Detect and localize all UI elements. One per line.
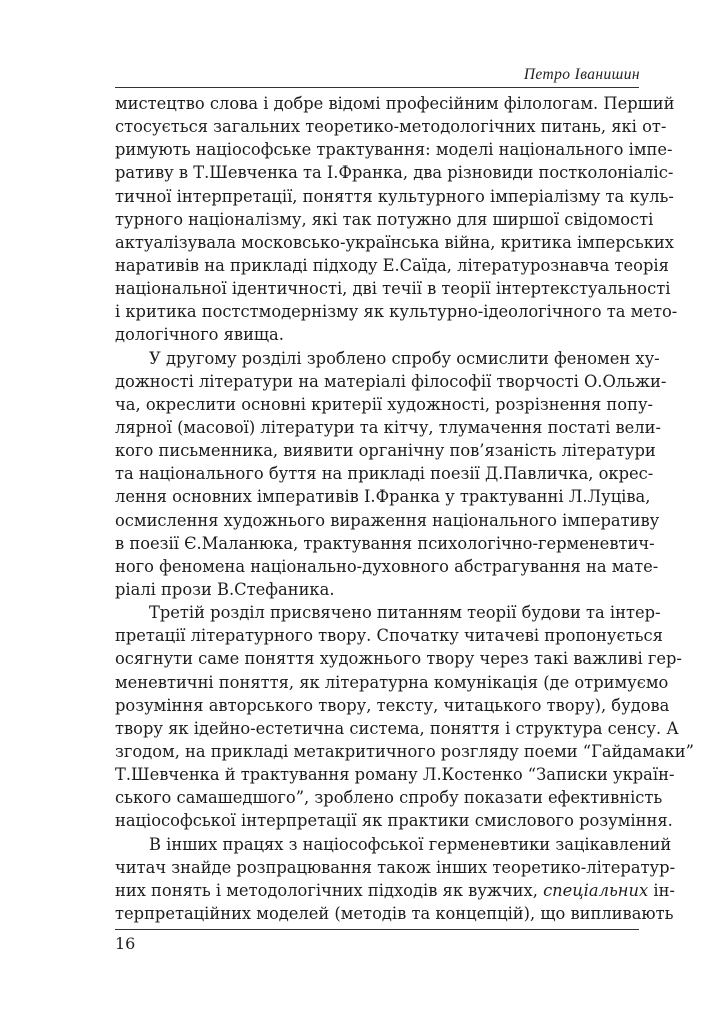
text-line: наративів на прикладі підходу Е.Саїда, літературознавча теорія (115, 255, 669, 275)
text-segment: ін- (648, 880, 675, 900)
text-line: В інших працях з націософської герменевтики зацікавлений (149, 834, 672, 854)
text-line: ського самашедшого”, зроблено спробу показати ефективність (115, 788, 663, 808)
text-line: в поезії Є.Маланюка, трактування психологічно-герменевтич- (115, 533, 655, 553)
text-line: актуалізувала московсько-українська війна, критика імперських (115, 232, 674, 252)
text-line: Третій розділ присвячено питанням теорії будови та інтер- (149, 603, 661, 623)
text-line: ріалі прози В.Стефаника. (115, 579, 335, 599)
text-line: лення основних імперативів І.Франка у трактуванні Л.Луціва, (115, 487, 651, 507)
text-line: кого письменника, виявити органічну пов’язаність літератури (115, 441, 656, 461)
text-line: та національного буття на прикладі поезії Д.Павличка, окрес- (115, 464, 654, 484)
footer-rule (115, 929, 639, 930)
paragraph-3 (115, 601, 694, 832)
text-segment: них понять і методологічних підходів як вужчих, (115, 880, 538, 900)
italic-term: спеціальних (543, 880, 649, 900)
page-number: 16 (115, 934, 136, 953)
text-line: У другому розділі зроблено спробу осмислити феномен ху- (149, 348, 660, 368)
text-line: згодом, на прикладі метакритичного розгляду поеми “Гайдамаки” (115, 741, 694, 761)
text-line: стосується загальних теоретико-методологічних питань, які от- (115, 117, 667, 137)
text-line: римують націософське трактування: моделі національного імпе- (115, 140, 673, 160)
text-line: Т.Шевченка й трактування роману Л.Костенко “Записки україн- (115, 765, 675, 785)
text-line: твору як ідейно-естетична система, поняття і структура сенсу. А (115, 718, 679, 738)
text-line: ративу в Т.Шевченка та І.Франка, два різновиди постколоніаліс- (115, 163, 674, 183)
text-line: тичної інтерпретації, поняття культурного імперіалізму та куль- (115, 186, 674, 206)
text-line: і критика постстмодернізму як культурно-ідеологічного та мето- (115, 302, 678, 322)
text-line: турного націоналізму, які так потужно для ширшої свідомості (115, 209, 654, 229)
text-line: ного феномена національно-духовного абстрагування на мате- (115, 556, 659, 576)
text-line: дожності літератури на матеріалі філософії творчості О.Ольжи- (115, 371, 667, 391)
text-line: претації літературного твору. Спочатку читачеві пропонується (115, 626, 663, 646)
text-line: лярної (масової) літератури та кітчу, тлумачення постаті вели- (115, 417, 661, 437)
paragraph-4 (115, 833, 676, 926)
text-line: націософської інтерпретації як практики смислового розуміння. (115, 811, 673, 831)
text-line: осмислення художнього вираження національного імперативу (115, 510, 660, 530)
text-line-mixed (115, 879, 675, 902)
text-line: осягнути саме поняття художнього твору через такі важливі гер- (115, 649, 682, 669)
paragraph-2 (115, 347, 667, 602)
running-head: Петро Іванишин (523, 66, 640, 83)
text-line: терпретаційних моделей (методів та концепцій), що випливають (115, 903, 674, 923)
header-rule (115, 87, 639, 88)
text-line: дологічного явища. (115, 325, 284, 345)
text-line: розуміння авторського твору, тексту, читацького твору), будова (115, 695, 670, 715)
text-line: читач знайде розпрацювання також інших теоретико-літератур- (115, 857, 676, 877)
text-line: меневтичні поняття, як літературна комунікація (де отримуємо (115, 672, 669, 692)
text-line: ча, окреслити основні критерії художності, розрізнення попу- (115, 394, 654, 414)
text-line: національної ідентичності, дві течії в теорії інтертекстуальності (115, 279, 671, 299)
text-line: мистецтво слова і добре відомі професійним філологам. Перший (115, 94, 675, 113)
body-text (115, 92, 694, 925)
paragraph-1 (115, 92, 678, 347)
